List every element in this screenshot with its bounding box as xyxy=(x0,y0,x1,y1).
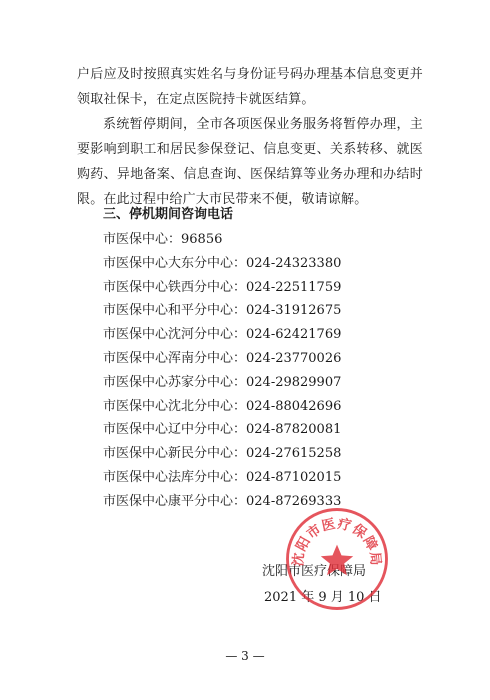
paragraph-2: 系统暂停期间，全市各项医保业务服务将暂停办理，主要影响到职工和居民参保登记、信息变更、关系转移、就医购药、异地备案、信息查询、医保结算等业务办理和办结时限。在此过程中给广大市民带来不便，敬请谅解。 xyxy=(77,117,423,207)
contact-item: 市医保中心辽中分中心：024-87820081 xyxy=(103,422,342,438)
contact-list xyxy=(103,228,341,514)
signature-org: 沈阳市医疗保障局 xyxy=(262,564,367,579)
contact-item: 市医保中心和平分中心：024-31912675 xyxy=(103,303,342,319)
contact-item: 市医保中心沈北分中心：024-88042696 xyxy=(103,398,342,414)
paragraph-1: 户后应及时按照真实姓名与身份证号码办理基本信息变更并领取社保卡，在定点医院持卡就医结算。 xyxy=(77,67,423,107)
contact-item: 市医保中心大东分中心：024-24323380 xyxy=(103,255,342,271)
contact-item: 市医保中心浑南分中心：024-23770026 xyxy=(103,350,342,366)
page-number: — 3 — xyxy=(225,649,265,663)
star-icon xyxy=(321,545,353,576)
section-heading: 三、停机期间咨询电话 xyxy=(103,207,234,222)
official-seal xyxy=(283,505,391,613)
contact-item: 市医保中心康平分中心：024-87269333 xyxy=(103,493,342,509)
seal-text: 沈阳市医疗保障局 xyxy=(290,515,384,567)
contact-item: 市医保中心铁西分中心：024-22511759 xyxy=(103,279,342,295)
signature-date: 2021 年 9 月 10 日 xyxy=(264,590,382,605)
contact-item: 市医保中心沈河分中心：024-62421769 xyxy=(103,327,342,343)
contact-item: 市医保中心法库分中心：024-87102015 xyxy=(103,469,342,485)
contact-item: 市医保中心新民分中心：024-27615258 xyxy=(103,446,342,462)
contact-item: 市医保中心：96856 xyxy=(103,232,223,247)
contact-item: 市医保中心苏家分中心：024-29829907 xyxy=(103,374,342,390)
